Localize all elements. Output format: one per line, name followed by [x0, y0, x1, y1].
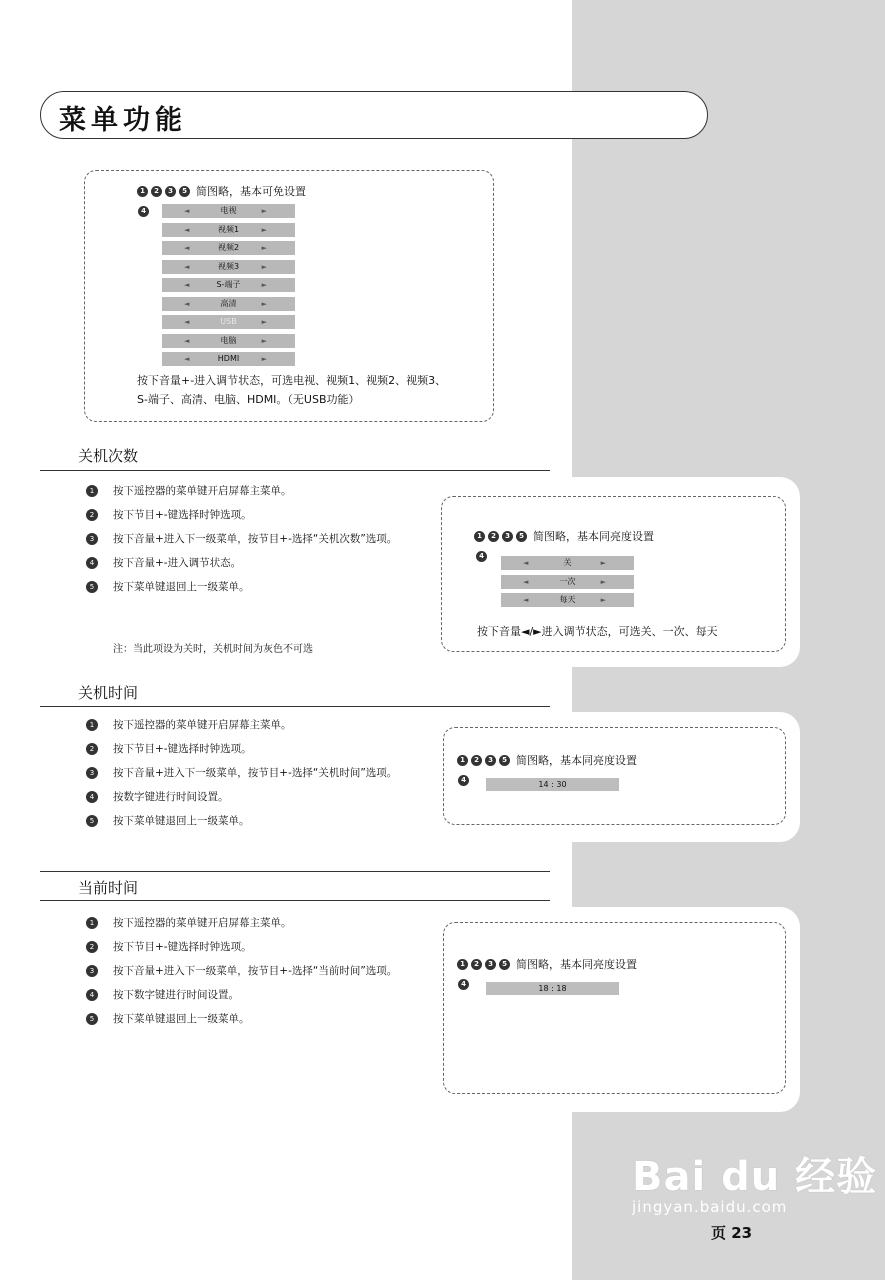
step-number-dots [137, 186, 190, 197]
count-option: ◄ 关 ► [501, 556, 634, 570]
step-dot: 1 [457, 755, 468, 766]
brief-line [474, 528, 654, 544]
section-heading: 当前时间 [78, 879, 139, 897]
step-dot: 4 [458, 979, 469, 990]
time-value-bar: 18 : 18 [486, 982, 619, 995]
section-heading: 关机次数 [78, 447, 139, 465]
count-option: ◄ 一次 ► [501, 575, 634, 589]
step-item: 2 按下节目+-键选择时钟选项。 [86, 507, 431, 524]
brief-line [137, 183, 306, 199]
section-divider [40, 706, 550, 707]
step-number-dots [457, 755, 510, 766]
step-dot: 3 [165, 186, 176, 197]
note-line: S-端子、高清、电脑、HDMI。（无USB功能） [137, 393, 360, 406]
step-dot: 2 [151, 186, 162, 197]
shutdown-count-options [501, 556, 634, 612]
section-note: 注：当此项设为关时，关机时间为灰色不可选 [113, 644, 313, 655]
step-item: 2 按下节目+-键选择时钟选项。 [86, 939, 431, 956]
step-item: 4 按数字键进行时间设置。 [86, 789, 431, 806]
brief-text: 简图略，基本同亮度设置 [516, 754, 637, 767]
section-divider [40, 470, 550, 471]
step-item: 5 按下菜单键退回上一级菜单。 [86, 813, 431, 830]
section-divider [40, 871, 550, 872]
step-dot: 1 [137, 186, 148, 197]
step-dot: 5 [499, 959, 510, 970]
step-dot: 2 [488, 531, 499, 542]
title-banner [40, 91, 708, 139]
shutdown-count-diagram [441, 496, 786, 652]
step-number-dots [457, 959, 510, 970]
brief-line [457, 956, 637, 972]
section-divider [40, 900, 550, 901]
time-value-bar: 14 : 30 [486, 778, 619, 791]
step-item: 5 按下菜单键退回上一级菜单。 [86, 1011, 431, 1028]
step-item: 2 按下节目+-键选择时钟选项。 [86, 741, 431, 758]
source-option: ◄ 视频1 ► [162, 223, 295, 237]
current-time-diagram [443, 922, 786, 1094]
source-note [137, 371, 446, 409]
step-item: 5 按下菜单键退回上一级菜单。 [86, 579, 431, 596]
page-title: 菜单功能 [59, 105, 187, 136]
step-item: 3 按下音量+进入下一级菜单，按节目+-选择“关机时间”选项。 [86, 765, 431, 782]
step-dot: 4 [476, 551, 487, 562]
step-item: 3 按下音量+进入下一级菜单，按节目+-选择“当前时间”选项。 [86, 963, 431, 980]
step-dot: 5 [179, 186, 190, 197]
baidu-logo: Bai du 经验 [632, 1154, 878, 1200]
brief-text: 简图略，基本同亮度设置 [533, 530, 654, 543]
step-list [86, 915, 431, 1035]
baidu-watermark [632, 1145, 877, 1216]
panel-note: 按下音量◄/►进入调节状态，可选关、一次、每天 [477, 625, 718, 638]
note-line: 按下音量+-进入调节状态，可选电视、视频1、视频2、视频3、 [137, 374, 447, 387]
source-option: ◄ 视频2 ► [162, 241, 295, 255]
page-number: 页 23 [711, 1224, 753, 1242]
brief-text: 简图略，基本同亮度设置 [516, 958, 637, 971]
step-item: 1 按下遥控器的菜单键开启屏幕主菜单。 [86, 717, 431, 734]
step-item: 1 按下遥控器的菜单键开启屏幕主菜单。 [86, 915, 431, 932]
brief-line [457, 752, 637, 768]
step-dot: 1 [474, 531, 485, 542]
step-dot: 4 [138, 206, 149, 217]
source-option: ◄ 电脑 ► [162, 334, 295, 348]
step-item: 1 按下遥控器的菜单键开启屏幕主菜单。 [86, 483, 431, 500]
section-heading: 关机时间 [78, 684, 139, 702]
source-option: ◄ HDMI ► [162, 352, 295, 366]
step-list [86, 717, 431, 837]
source-diagram-box [84, 170, 494, 422]
step-item: 3 按下音量+进入下一级菜单，按节目+-选择“关机次数”选项。 [86, 531, 431, 548]
source-option-list [162, 204, 295, 371]
step-dot: 3 [502, 531, 513, 542]
step-dot: 2 [471, 755, 482, 766]
shutdown-time-diagram [443, 727, 786, 825]
count-option: ◄ 每天 ► [501, 593, 634, 607]
step-dot: 1 [457, 959, 468, 970]
watermark-url: jingyan.baidu.com [632, 1198, 788, 1216]
step-number-dots [474, 531, 527, 542]
source-option: ◄ 电视 ► [162, 204, 295, 218]
step-item: 4 按下数字键进行时间设置。 [86, 987, 431, 1004]
step-dot: 2 [471, 959, 482, 970]
source-option: ◄ 视频3 ► [162, 260, 295, 274]
source-option: ◄ 高清 ► [162, 297, 295, 311]
step-list [86, 483, 431, 603]
step-dot: 4 [458, 775, 469, 786]
step-dot: 3 [485, 959, 496, 970]
step-dot: 5 [499, 755, 510, 766]
step-dot: 3 [485, 755, 496, 766]
source-option: ◄ S-端子 ► [162, 278, 295, 292]
step-item: 4 按下音量+-进入调节状态。 [86, 555, 431, 572]
source-option-disabled: ◄ USB ► [162, 315, 295, 329]
step-dot: 5 [516, 531, 527, 542]
brief-text: 简图略，基本可免设置 [196, 185, 306, 198]
